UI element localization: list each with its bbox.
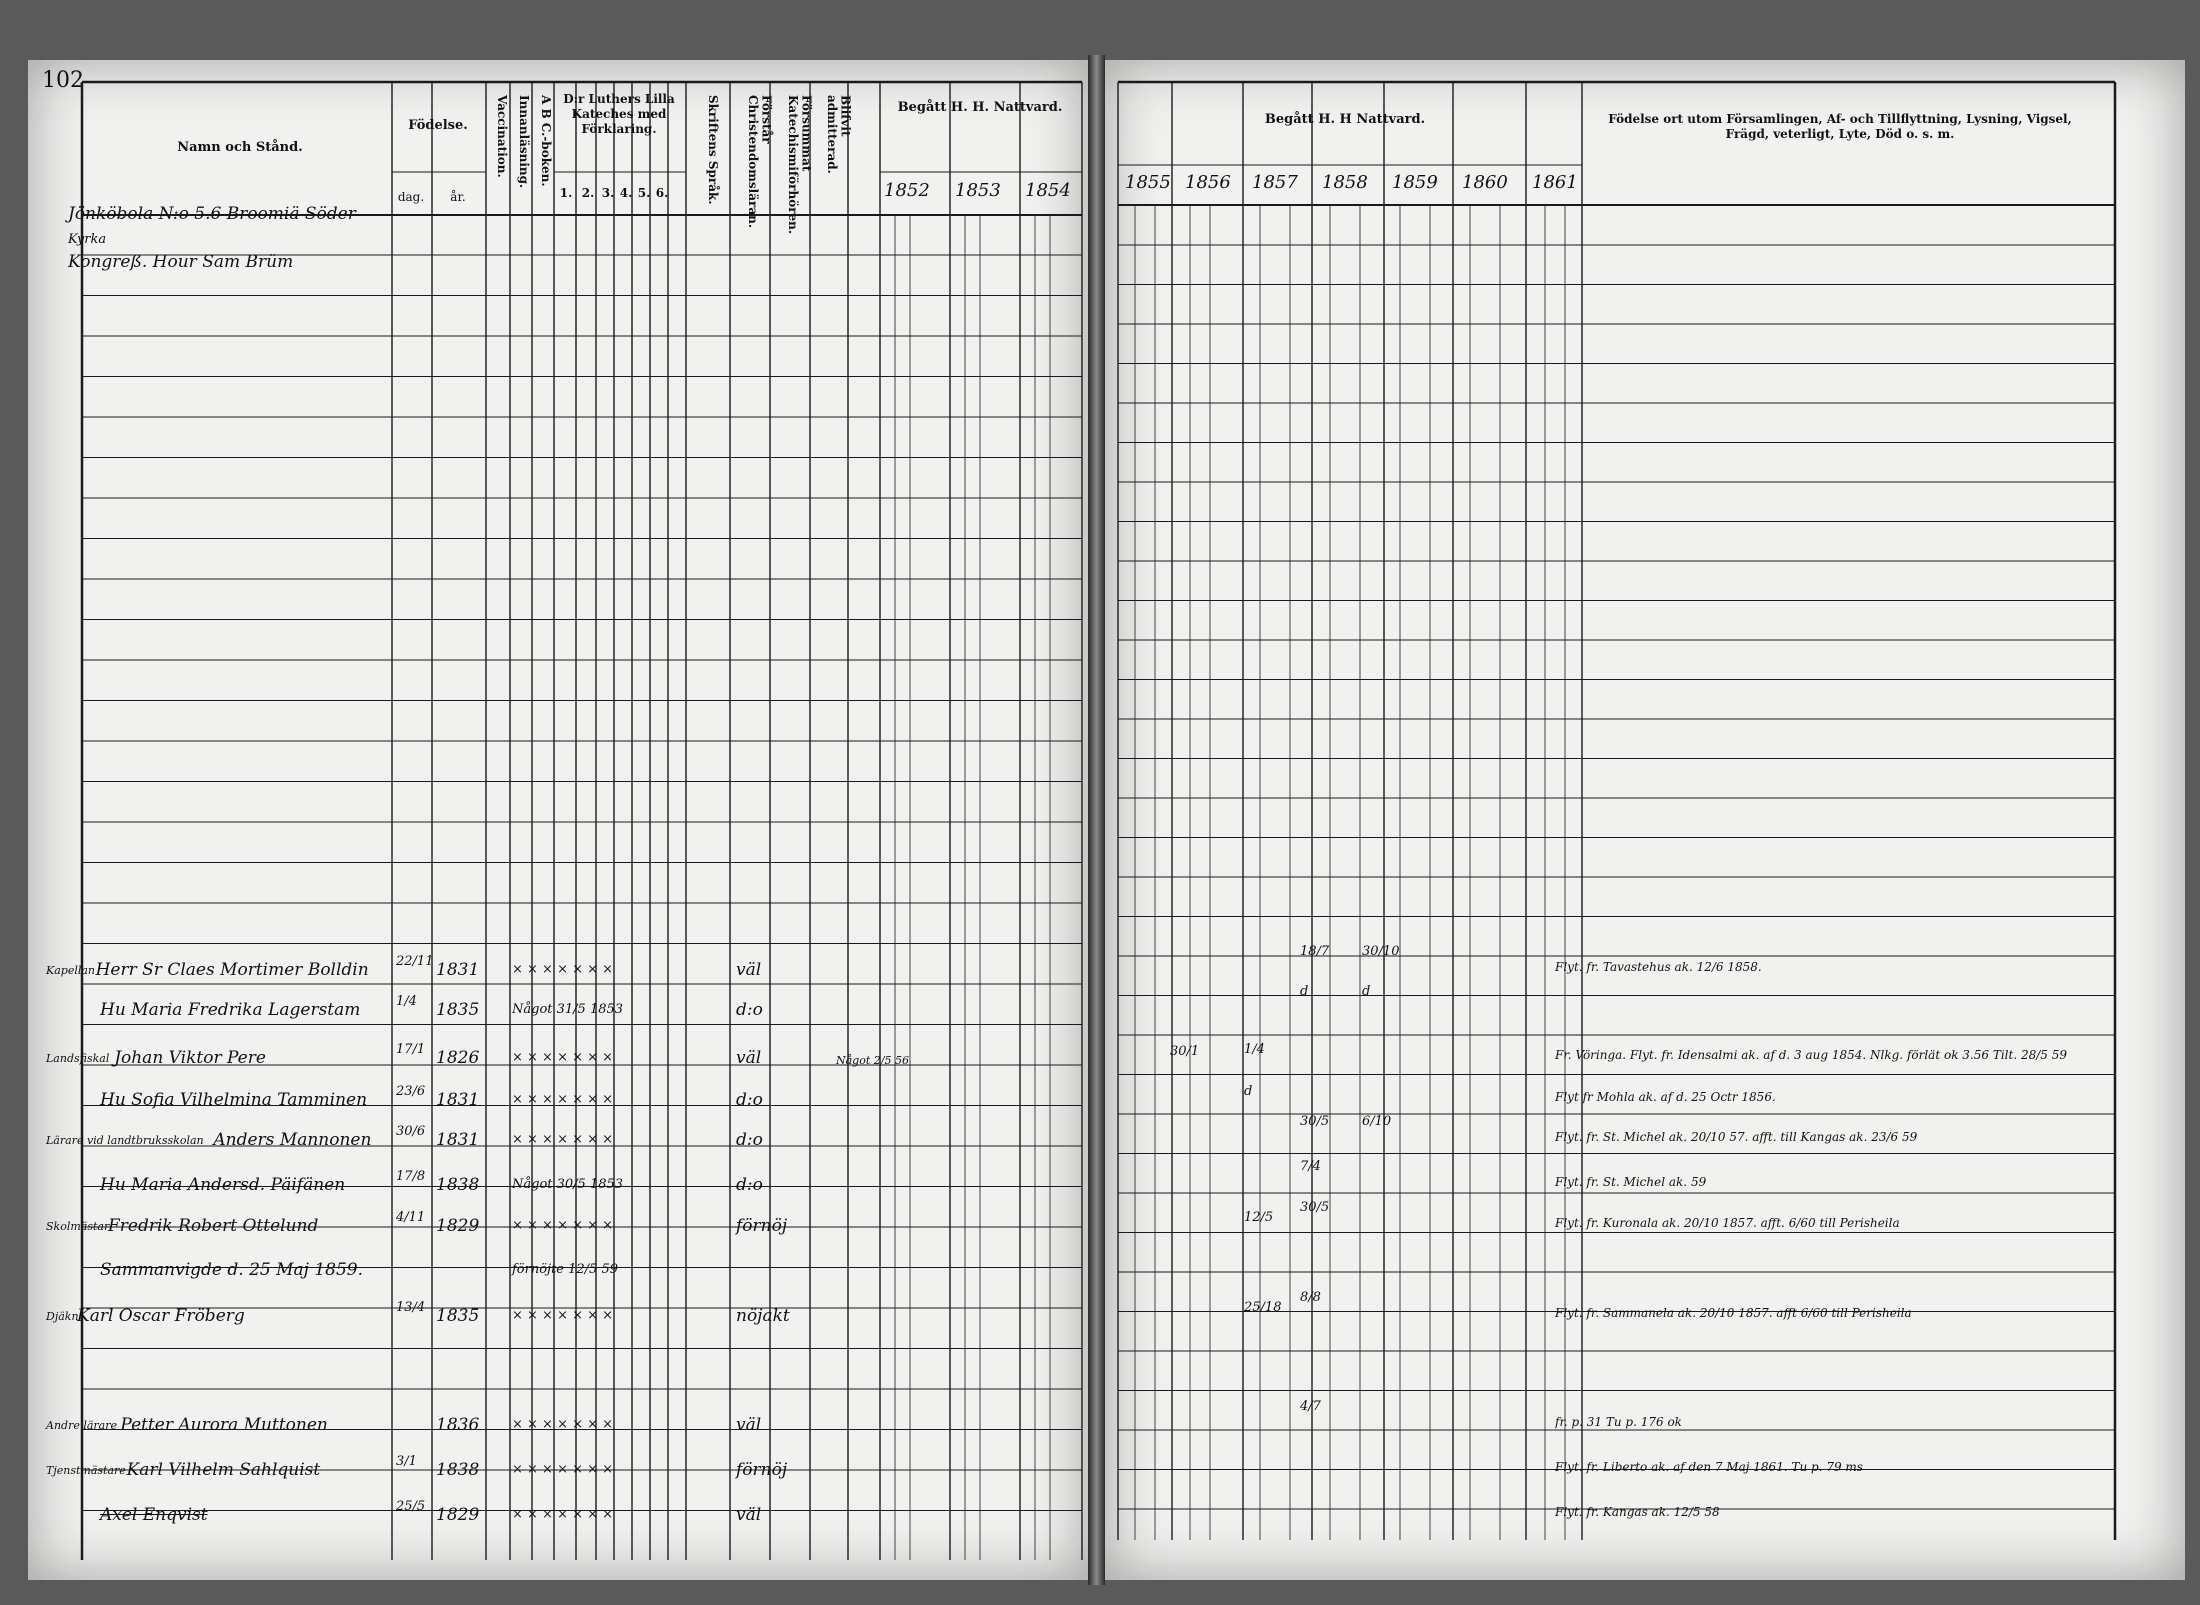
household-line-1: Jönköbola N:o 5.6 Broomiä Söder [68, 204, 356, 224]
header-begatt-right: Begått H. H Nattvard. [1264, 112, 1426, 127]
year-header: 1854 [1025, 180, 1071, 201]
row-name: Petter Aurora Muttonen [120, 1415, 328, 1435]
row-admitted: Något 2/5 56 [836, 1054, 909, 1067]
row-title: Lärare vid landtbruksskolan [46, 1134, 204, 1147]
row-birth-day: 30/6 [396, 1124, 426, 1139]
row-remark: Fr. Vöringa. Flyt. fr. Idensalmi ak. af d. 3 aug 1854. Nlkg. förlät ok 3.56 Tilt. 28/5 59 [1555, 1048, 2067, 1062]
household-line-2: Kyrka [68, 232, 107, 247]
header-luther: D:r Luthers Lilla Kateches med Förklaring. [563, 92, 675, 136]
header-name: Namn och Stånd. [177, 140, 303, 155]
row-grade: d:o [736, 1175, 763, 1195]
row-name: Herr Sr Claes Mortimer Bolldin [95, 960, 369, 980]
row-1858: 8/8 [1300, 1290, 1321, 1305]
row-1857: 12/5 [1244, 1210, 1274, 1225]
row-remark: Flyt. fr. Sammanela ak. 20/10 1857. afft 6/60 till Perisheila [1555, 1306, 1912, 1320]
row-title: Tjenstmästare [46, 1464, 126, 1477]
row-1856: 30/1 [1170, 1044, 1200, 1059]
row-1859: d [1362, 984, 1371, 999]
row-birth-year: 1826 [436, 1048, 480, 1068]
header-vaccination: Vaccination. [494, 95, 509, 178]
row-birth-day: 25/5 [396, 1499, 426, 1514]
row-name: Fredrik Robert Ottelund [108, 1216, 319, 1236]
row-name: Karl Vilhelm Sahlquist [126, 1460, 321, 1480]
row-marks: × × × × × × × [512, 1507, 614, 1522]
header-forsummat: Försummat Katechismiförhören. [785, 95, 814, 235]
header-birth-year: år. [450, 190, 466, 204]
row-birth-year: 1838 [436, 1175, 480, 1195]
row-grade: väl [736, 1048, 762, 1068]
row-remark: Flyt. fr. Liberto ak. af den 7 Maj 1861. Tu p. 79 ms [1555, 1460, 1863, 1474]
row-birth-year: 1831 [436, 1090, 480, 1110]
header-skriftens: Skriftens Språk. [705, 95, 720, 205]
luther-number: 4. [619, 186, 633, 200]
row-marks: Något 31/5 1853 [512, 1002, 624, 1017]
row-marks: Något 30/5 1853 [512, 1177, 624, 1192]
row-name: Hu Sofia Vilhelmina Tamminen [100, 1090, 368, 1110]
year-header: 1855 [1125, 172, 1171, 193]
row-1859: 30/10 [1362, 944, 1400, 959]
row-remark: Flyt. fr. Kuronala ak. 20/10 1857. afft. 6/60 till Perisheila [1555, 1216, 1900, 1230]
row-1858: 7/4 [1300, 1159, 1321, 1174]
row-name: Johan Viktor Pere [114, 1048, 266, 1068]
year-header: 1861 [1532, 172, 1578, 193]
row-birth-year: 1831 [436, 960, 480, 980]
header-birth: Födelse. [408, 118, 468, 133]
year-header: 1853 [955, 180, 1001, 201]
row-title: Skolmästar [46, 1220, 110, 1233]
row-name: Karl Oscar Fröberg [77, 1306, 245, 1326]
row-birth-year: 1835 [436, 1000, 480, 1020]
row-grade: d:o [736, 1130, 763, 1150]
header-begatt-left: Begått H. H. Nattvard. [897, 100, 1063, 115]
row-1858: 30/5 [1300, 1114, 1330, 1129]
row-birth-year: 1831 [436, 1130, 480, 1150]
row-remark: Flyt. fr. Kangas ak. 12/5 58 [1555, 1505, 1720, 1519]
row-marks: × × × × × × × [512, 1462, 614, 1477]
row-birth-year: 1836 [436, 1415, 480, 1435]
row-grade: väl [736, 960, 762, 980]
row-name: Anders Mannonen [213, 1130, 372, 1150]
row-marks: × × × × × × × [512, 1417, 614, 1432]
header-blifvit: Blifvit admitterad. [824, 95, 853, 174]
row-1857: 1/4 [1244, 1042, 1265, 1057]
header-remarks: Födelse ort utom Församlingen, Af- och Tillflyttning, Lysning, Vigsel, Frägd, veterligt, Lyte, Död o. s. m. [1608, 112, 2072, 141]
page-number: 102 [42, 68, 84, 93]
row-remark: Flyt fr Mohla ak. af d. 25 Octr 1856. [1555, 1090, 1776, 1104]
year-header: 1857 [1252, 172, 1298, 193]
year-header: 1858 [1322, 172, 1368, 193]
row-title: Andre lärare [46, 1419, 117, 1432]
row-grade: förnöj [736, 1460, 788, 1480]
luther-number: 6. [655, 186, 669, 200]
header-birth-day: dag. [397, 190, 425, 204]
row-grade: väl [736, 1505, 762, 1525]
luther-number: 2. [581, 186, 595, 200]
row-title: Kapellan [46, 964, 96, 977]
row-birth-day: 4/11 [396, 1210, 426, 1225]
row-1858: 4/7 [1300, 1399, 1321, 1414]
luther-number: 5. [637, 186, 651, 200]
row-name: Hu Maria Fredrika Lagerstam [100, 1000, 361, 1020]
row-birth-day: 3/1 [396, 1454, 417, 1469]
row-grade: nöjakt [736, 1306, 790, 1326]
row-grade: d:o [736, 1090, 763, 1110]
row-birth-day: 23/6 [396, 1084, 426, 1099]
row-birth-day: 17/8 [396, 1169, 426, 1184]
year-header: 1859 [1392, 172, 1438, 193]
row-birth-day: 1/4 [396, 994, 417, 1009]
row-marks: × × × × × × × [512, 1050, 614, 1065]
row-birth-year: 1835 [436, 1306, 480, 1326]
row-name: Hu Maria Andersd. Päifänen [100, 1175, 346, 1195]
year-header: 1852 [884, 180, 930, 201]
header-forstar-christ: Förstår Christendomsläran. [745, 95, 774, 228]
row-marks: × × × × × × × [512, 1092, 614, 1107]
luther-number: 3. [601, 186, 615, 200]
row-birth-year: 1829 [436, 1216, 480, 1236]
row-birth-year: 1829 [436, 1505, 480, 1525]
year-header: 1860 [1462, 172, 1508, 193]
row-marks: × × × × × × × [512, 1218, 614, 1233]
row-remark: fr. p. 31 Tu p. 176 ok [1555, 1415, 1682, 1429]
header-abc: A B C.-boken. [538, 95, 553, 187]
row-1859: 6/10 [1362, 1114, 1392, 1129]
luther-number: 1. [559, 186, 573, 200]
row-birth-year: 1838 [436, 1460, 480, 1480]
row-1858: d [1300, 984, 1309, 999]
row-grade: väl [736, 1415, 762, 1435]
row-name: Axel Enqvist [100, 1505, 208, 1525]
row-1858: 30/5 [1300, 1200, 1330, 1215]
header-innanlasning: Innanläsning. [516, 95, 531, 189]
row-marks: × × × × × × × [512, 962, 614, 977]
row-birth-day: 13/4 [396, 1300, 426, 1315]
row-title: Landsfiskal [46, 1052, 110, 1065]
row-remark: Flyt. fr. St. Michel ak. 59 [1555, 1175, 1707, 1189]
row-remark: Flyt. fr. St. Michel ak. 20/10 57. afft. till Kangas ak. 23/6 59 [1555, 1130, 1918, 1144]
row-remark: Flyt. fr. Tavastehus ak. 12/6 1858. [1555, 960, 1762, 974]
row-title: Djäkn [46, 1310, 79, 1323]
row-1858: 18/7 [1300, 944, 1330, 959]
year-header: 1856 [1185, 172, 1231, 193]
row-1857: 25/18 [1244, 1300, 1282, 1315]
row-marks: förnöjte 12/5 59 [512, 1262, 618, 1277]
row-grade: d:o [736, 1000, 763, 1020]
household-line-3: Kongreß. Hour Sam Brüm [68, 252, 294, 272]
row-name: Sammanvigde d. 25 Maj 1859. [100, 1260, 363, 1280]
row-1857: d [1244, 1084, 1253, 1099]
row-marks: × × × × × × × [512, 1308, 614, 1323]
row-birth-day: 17/1 [396, 1042, 426, 1057]
row-birth-day: 22/11 [396, 954, 434, 969]
row-marks: × × × × × × × [512, 1132, 614, 1147]
row-grade: förnöj [736, 1216, 788, 1236]
